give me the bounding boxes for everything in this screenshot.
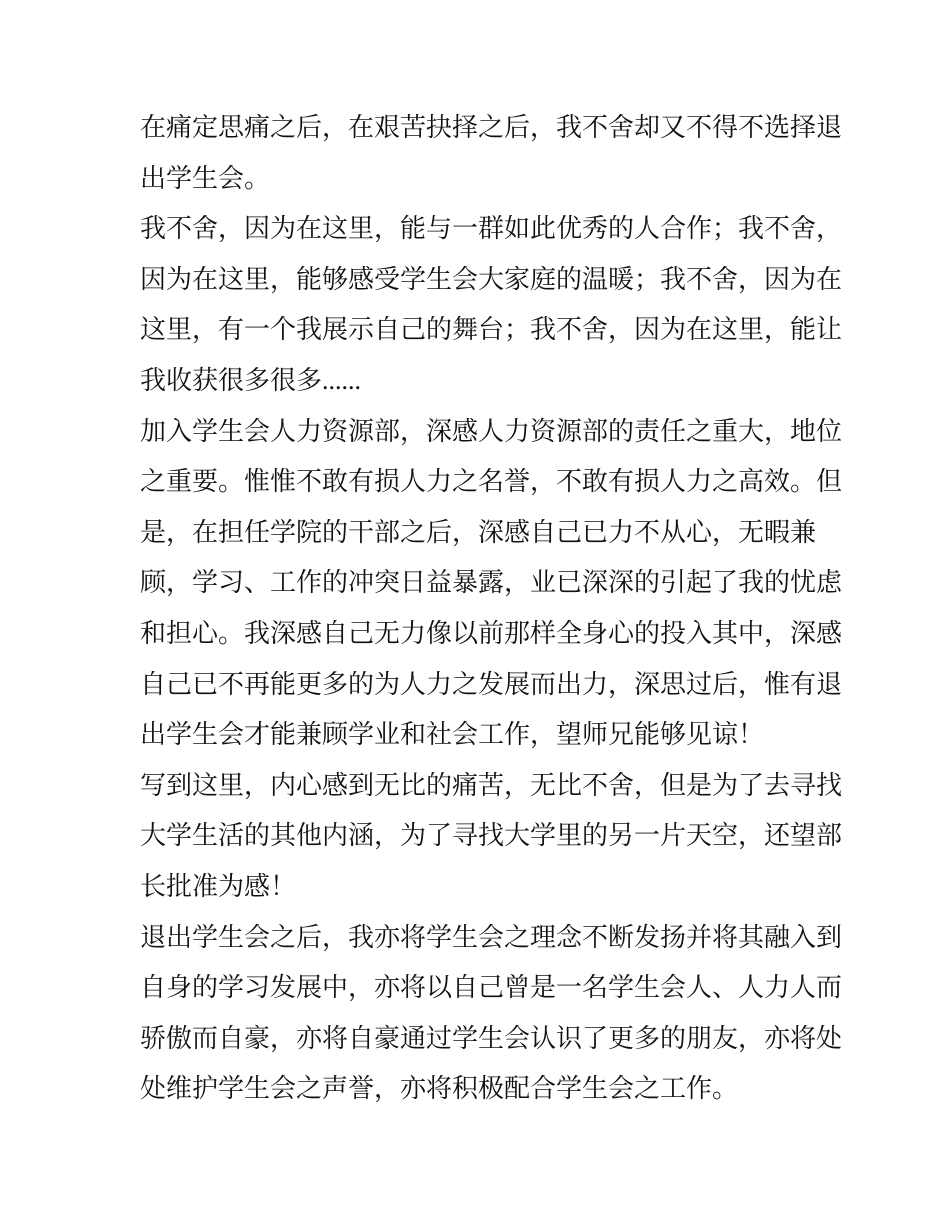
text-line: 之重要。惟惟不敢有损人力之名誉，不敢有损人力之高效。但 <box>140 467 843 497</box>
text-line: 在痛定思痛之后，在艰苦抉择之后，我不舍却又不得不选择退 <box>140 113 843 142</box>
text-line: 自身的学习发展中，亦将以自己曾是一名学生会人、人力人而 <box>140 973 843 1003</box>
text-line: 顾，学习、工作的冲突日益暴露，业已深深的引起了我的忧虑 <box>140 568 843 598</box>
text-line: 骄傲而自豪，亦将自豪通过学生会认识了更多的朋友，亦将处 <box>140 1023 843 1053</box>
text-line: 退出学生会之后，我亦将学生会之理念不断发扬并将其融入到 <box>140 922 843 952</box>
text-line: 加入学生会人力资源部，深感人力资源部的责任之重大，地位 <box>140 416 843 446</box>
text-line: 写到这里，内心感到无比的痛苦，无比不舍，但是为了去寻找 <box>140 770 843 800</box>
text-line: 出学生会才能兼顾学业和社会工作，望师兄能够见谅！ <box>140 720 765 750</box>
paragraph <box>140 103 843 204</box>
text-line: 是，在担任学院的干部之后，深感自己已力不从心，无暇兼 <box>140 517 817 547</box>
document-body <box>140 103 843 1115</box>
text-line: 这里，有一个我展示自己的舞台；我不舍，因为在这里，能让 <box>140 315 843 345</box>
paragraph <box>140 761 843 913</box>
text-line: 我收获很多很多...... <box>140 365 362 395</box>
paragraph <box>140 204 843 406</box>
text-line: 因为在这里，能够感受学生会大家庭的温暖；我不舍，因为在 <box>140 264 843 294</box>
text-line: 处维护学生会之声誉，亦将积极配合学生会之工作。 <box>140 1074 739 1104</box>
text-line: 自己已不再能更多的为人力之发展而出力，深思过后，惟有退 <box>140 669 843 699</box>
text-line: 长批准为感！ <box>140 871 297 901</box>
text-line: 出学生会。 <box>140 163 271 193</box>
text-line: 大学生活的其他内涵，为了寻找大学里的另一片天空，还望部 <box>140 821 843 851</box>
paragraph <box>140 407 843 761</box>
text-line: 我不舍，因为在这里，能与一群如此优秀的人合作；我不舍， <box>140 214 843 244</box>
text-line: 和担心。我深感自己无力像以前那样全身心的投入其中，深感 <box>140 618 843 648</box>
paragraph <box>140 913 843 1115</box>
